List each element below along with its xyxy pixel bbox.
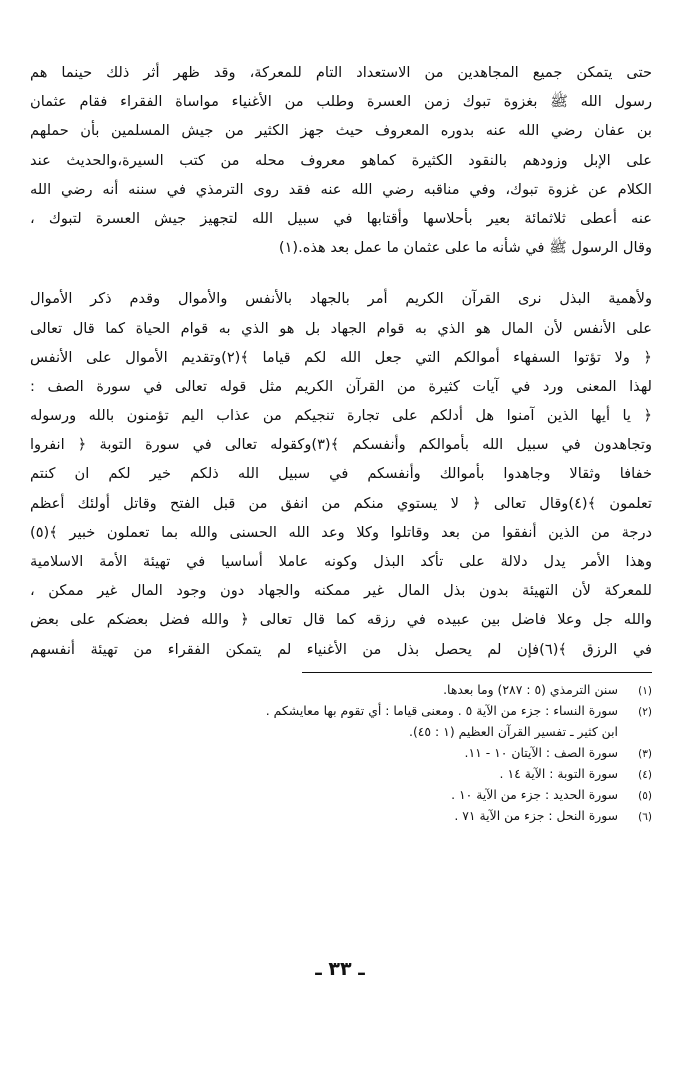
text-line: تعلمون ﴾(٤)وقال تعالى ﴿ لا يستوي منكم من انفق من قبل الفتح وقاتل أولئك أعظم (30, 494, 652, 512)
paragraph-gap (30, 262, 652, 284)
text-line: ولأهمية البذل نرى القرآن الكريم أمر بالجهاد بالأنفس والأموال وقدم ذكر الأموال (30, 290, 652, 308)
footnote-continuation (30, 721, 652, 742)
footnote-text: سورة الحديد : جزء من الآية ١٠ . (451, 786, 618, 802)
footnote-text: سورة النحل : جزء من الآية ٧١ . (454, 807, 618, 823)
text-line: الكلام عن غزوة تبوك، وفي مناقبه رضي الله عنه فقد روى الترمذي في سننه أنه رضي الله (30, 180, 652, 198)
footnote-number: (٣) (638, 747, 652, 760)
text-line: ﴿ يا أيها الذين آمنوا هل أدلكم على تجارة تنجيكم من عذاب اليم تؤمنون بالله ورسوله (30, 407, 652, 425)
footnote-text: سورة النساء : جزء من الآية ٥ . ومعنى قياما : أي تقوم بها معايشكم . (265, 702, 618, 718)
footnote-item (30, 742, 652, 763)
text-line: حتى يتمكن جميع المجاهدين من الاستعداد التام للمعركة، وقد ظهر أثر ذلك حينما هم (30, 64, 652, 81)
text-line: على الإبل وزودهم بالنقود الكثيرة كماهو معروف محله من كتب السيرة،والحديث عند (30, 151, 652, 169)
footnote-item (30, 679, 652, 700)
text-line: خفافا وثقالا وجاهدوا بأموالك وأنفسكم في سبيل الله ذلكم خير لكم ان كنتم (30, 465, 652, 483)
text-line: للمعركة لأن التهيئة بدون بذل المال غير ممكنه والجهاد دون وجود المال غير ممكن ، (30, 582, 652, 600)
text-line: عنه أعطى ثلاثمائة بعير بأحلاسها وأقتابها في سبيل الله لتجهيز جيش العسرة لتبوك ، (30, 209, 652, 227)
text-line: ﴿ ولا تؤتوا السفهاء أموالكم التي جعل الله لكم قياما ﴾(٢)وتقديم الأموال على الأنفس (30, 348, 652, 366)
text-line: في الرزق ﴾(٦)فإن لم يحصل بذل من الأغنياء لم يتمكن الفقراء من تهيئة أنفسهم (30, 640, 652, 658)
text-line: وهذا الأمر يدل دلالة على تأكد البذل وكونه عاملا أساسيا في تهيئة الأمة الاسلامية (30, 553, 652, 570)
text-line: درجة من الذين أنفقوا من بعد وقاتلوا وكلا وعد الله الحسنى والله بما تعملون خبير ﴾(٥) (30, 523, 652, 541)
text-line: وتجاهدون في سبيل الله بأموالكم وأنفسكم ﴾(٣)وكقوله تعالى في سورة التوبة ﴿ انفروا (30, 436, 652, 454)
body-paragraph-2 (30, 284, 652, 663)
text-line: رسول الله ﷺ بغزوة تبوك زمن العسرة وطلب من الأغنياء مواساة الفقراء فقام عثمان (30, 93, 652, 111)
footnote-text: ابن كثير ـ تفسير القرآن العظيم (١ : ٤٥). (409, 723, 618, 739)
text-line: لهذا المعنى ورد في آيات كثيرة من القرآن الكريم مثل قوله تعالى في سورة الصف : (30, 377, 652, 395)
footnote-text: سورة الصف : الآيتان ١٠ - ١١. (464, 744, 618, 760)
footnote-number: (٢) (638, 705, 652, 718)
footnote-item (30, 784, 652, 805)
page-number: ـ ٣٣ ـ (315, 958, 365, 980)
footnote-text: سورة التوبة : الآية ١٤ . (499, 765, 618, 781)
body-paragraph-1 (30, 58, 652, 262)
footnote-number: (٦) (638, 810, 652, 823)
footnote-item (30, 805, 652, 826)
footnote-number: (١) (638, 684, 652, 697)
text-line: على الأنفس لأن المال هو الذي به قوام الجهاد بل هو الذي به قوام الحياة كما قال تعالى (30, 319, 652, 337)
footnote-item (30, 700, 652, 721)
text-line: والله جل وعلا فاضل بين عبيده في رزقه كما قال تعالى ﴿ والله فضل بعضكم على بعض (30, 611, 652, 629)
text-line: وقال الرسول ﷺ في شأنه ما على عثمان ما عمل بعد هذه.(١) (278, 239, 652, 257)
footnote-number: (٤) (638, 768, 652, 781)
footnote-divider (302, 672, 652, 673)
footnote-number: (٥) (638, 789, 652, 802)
footnotes (30, 679, 652, 826)
footnote-text: سنن الترمذي (٥ : ٢٨٧) وما بعدها. (443, 681, 618, 697)
text-line: بن عفان رضي الله عنه بدوره المعروف حيث جهز الكثير من جيش المسلمين بأن حملهم (30, 122, 652, 140)
footnote-item (30, 763, 652, 784)
